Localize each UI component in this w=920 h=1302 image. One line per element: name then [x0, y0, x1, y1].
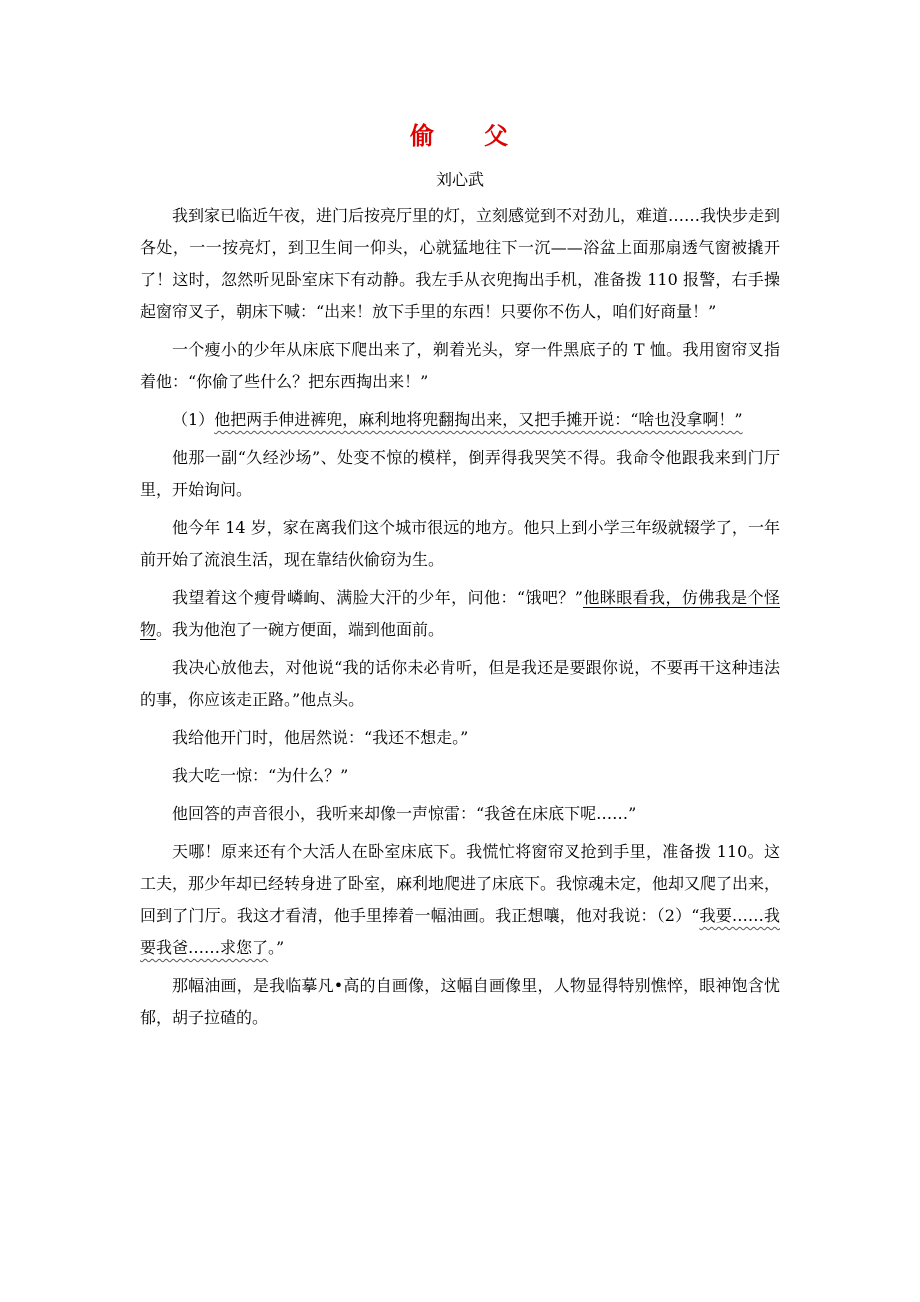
article-title: [0, 120, 920, 152]
title-char-1: 偷: [410, 121, 436, 150]
title-char-2: 父: [484, 121, 510, 150]
paragraph-11: [140, 836, 780, 964]
paragraph-2: 一个瘦小的少年从床底下爬出来了，剃着光头，穿一件黑底子的 T 恤。我用窗帘叉指着他：“你偷了些什么？把东西掏出来！”: [140, 340, 780, 391]
underlined-sentence-1: 他眯眼看我，仿佛我是个怪物: [140, 588, 780, 639]
question-marker-1: （1）: [172, 410, 215, 429]
paragraph-11-after: 。”: [268, 938, 285, 957]
article-body: [140, 200, 780, 1034]
wavy-underlined-sentence: 他把两手伸进裤兜，麻利地将兜翻掏出来，又把手摊开说：“啥也没拿啊！”: [214, 410, 743, 429]
paragraph-7: 我决心放他去，对他说“我的话你未必肯听，但是我还是要跟你说，不要再干这种违法的事，你应该走正路。”他点头。: [140, 658, 780, 709]
paragraph-8: 我给他开门时，他居然说：“我还不想走。”: [172, 728, 469, 747]
paragraph-9: 我大吃一惊：“为什么？”: [172, 766, 349, 785]
paragraph-6: [140, 582, 780, 646]
paragraph-10: 他回答的声音很小，我听来却像一声惊雷：“我爸在床底下呢……”: [172, 804, 637, 823]
paragraph-1: 我到家已临近午夜，进门后按亮厅里的灯，立刻感觉到不对劲儿，难道……我快步走到各处，一一按亮灯，到卫生间一仰头，心就猛地往下一沉——浴盆上面那扇透气窗被撬开了！这时，忽然听见卧室床下有动静。我左手从衣兜掏出手机，准备拨 110 报警，右手操起窗帘叉子，朝床下喊：“出来！放下手里的东西！只要你不伤人，咱们好商量！”: [140, 206, 781, 321]
article-author: 刘心武: [435, 170, 484, 189]
paragraph-3: [140, 404, 780, 436]
paragraph-6-before: 我望着这个瘦骨嶙峋、满脸大汗的少年，问他：“饿吧？”: [172, 588, 583, 607]
paragraph-12: 那幅油画，是我临摹凡•高的自画像，这幅自画像里，人物显得特别憔悴，眼神饱含忧郁，胡子拉碴的。: [140, 976, 780, 1027]
paragraph-11-before: 天哪！原来还有个大活人在卧室床底下。我慌忙将窗帘叉抢到手里，准备拨 110。这工夫，那少年却已经转身进了卧室，麻利地爬进了床底下。我惊魂未定，他却又爬了出来，回到了门厅。我这才看清，他手里捧着一幅油画。我正想嚷，他对我说：（2）“: [140, 842, 781, 925]
paragraph-4: 他那一副“久经沙场”、处变不惊的模样，倒弄得我哭笑不得。我命令他跟我来到门厅里，开始询问。: [140, 448, 780, 499]
paragraph-6-after: 。我为他泡了一碗方便面，端到他面前。: [156, 620, 445, 639]
wavy-underlined-sentence-2: 我要……我要我爸……求您了: [140, 906, 780, 957]
paragraph-5: 他今年 14 岁，家在离我们这个城市很远的地方。他只上到小学三年级就辍学了，一年前开始了流浪生活，现在靠结伙偷窃为生。: [140, 518, 780, 569]
